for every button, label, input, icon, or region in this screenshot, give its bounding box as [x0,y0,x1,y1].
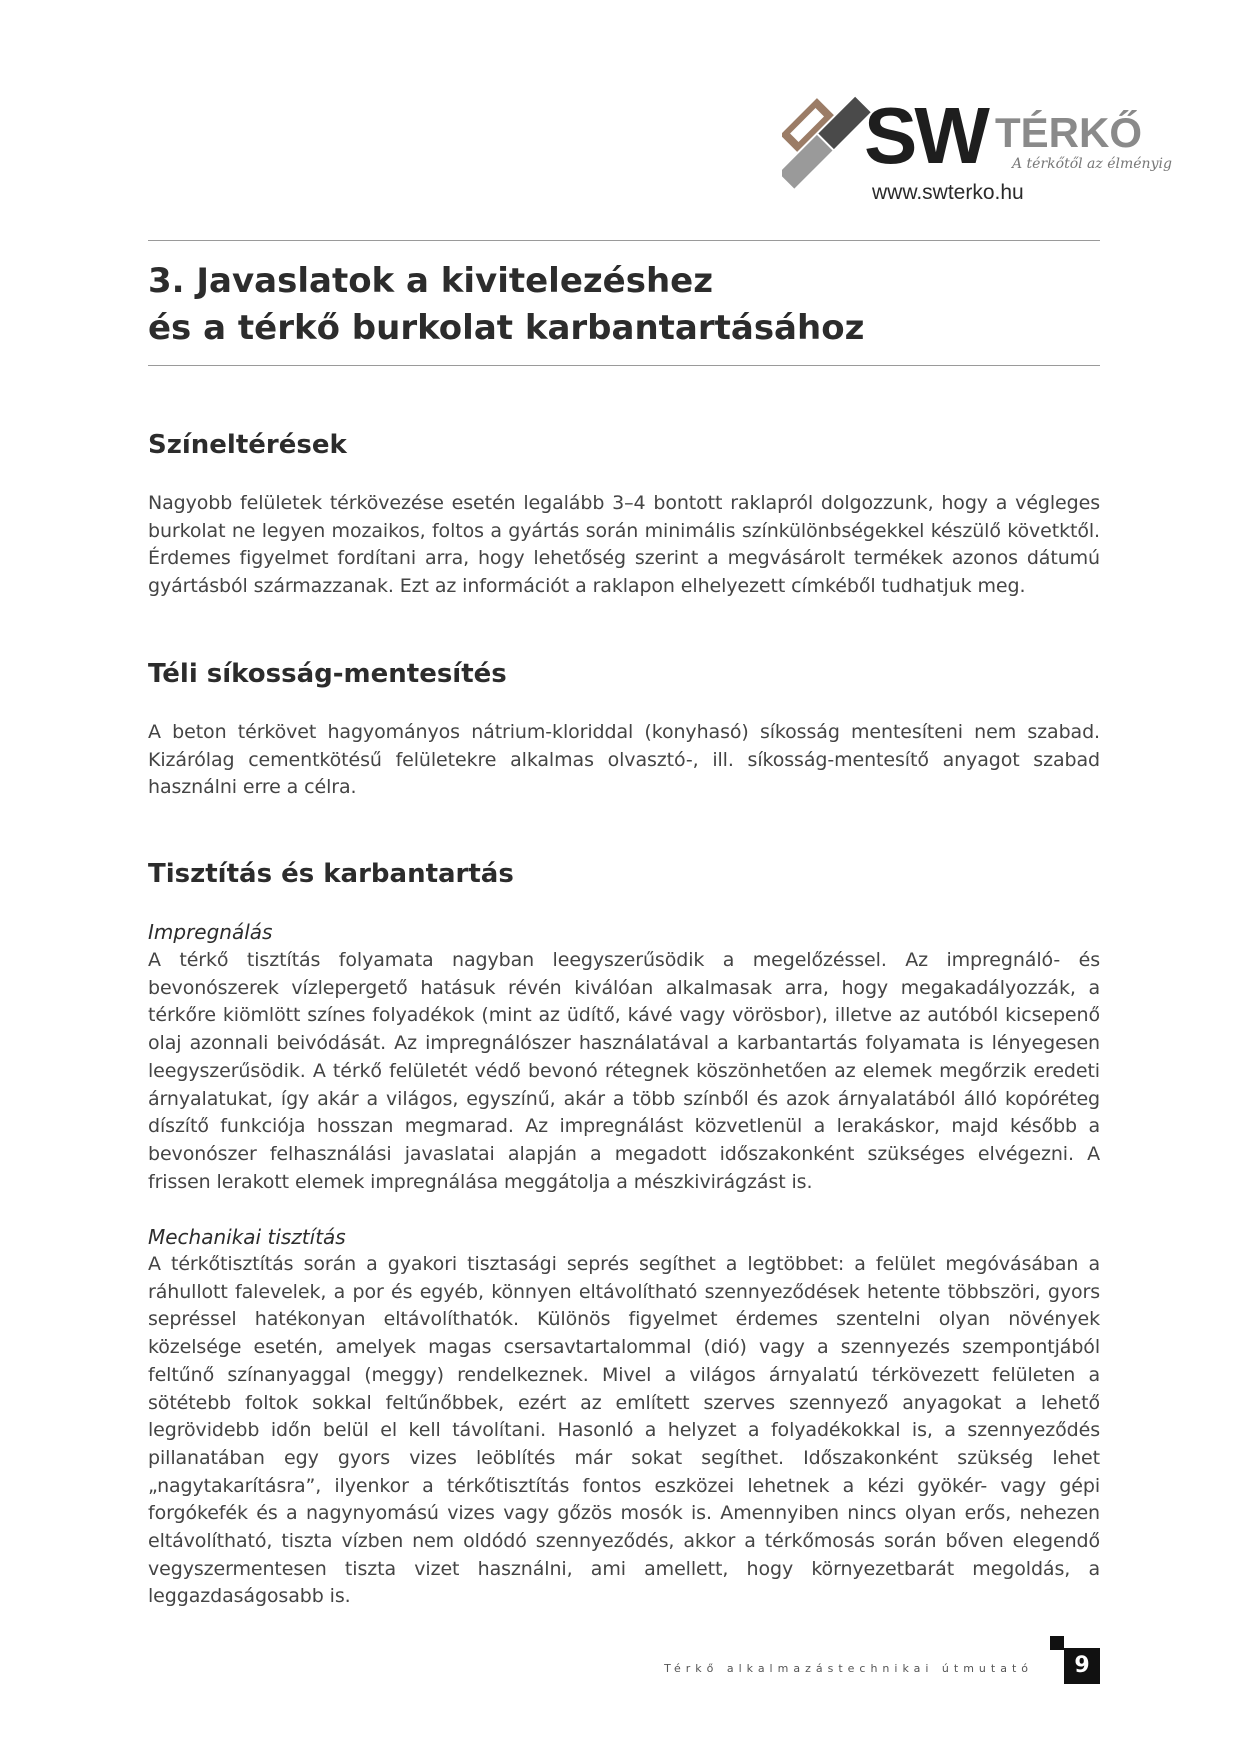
subheading-mechanical: Mechanikai tisztítás [148,1225,346,1249]
top-divider [148,240,1100,241]
section-heading-winter: Téli síkosság-mentesítés [148,659,507,689]
section-text-color: Nagyobb felületek térkövezése esetén legalább 3–4 bontott raklapról dolgozzunk, hogy a végleges burkolat ne legyen mozaikos, foltos a gyártás során minimális színkülönbségekkel készülő követktől. Érdemes figyelmet fordítani arra, hogy lehetőség szerint a megvásárolt termékek azonos dátumú gyártásból származzanak. Ezt az információt a raklapon elhelyezett címkéből tudhatjuk meg. [148,492,1100,598]
chapter-title-line-1: 3. Javaslatok a kivitelezéshez [148,261,714,301]
page-number: 9 [1064,1648,1100,1684]
logo-wordmark-terko: TÉRKŐ [995,109,1142,156]
section-heading-cleaning: Tisztítás és karbantartás [148,859,514,889]
subheading-impregnation: Impregnálás [148,920,273,944]
section-text-winter: A beton térkövet hagyományos nátrium-kloriddal (konyhasó) síkosság mentesíteni nem szabad. Kizárólag cementkötésű felületekre alkalmas olvasztó-, ill. síkosság-mentesítő anyagot szabad használni erre a célra. [148,721,1100,799]
section-heading-color: Színeltérések [148,430,347,460]
website-url[interactable]: www.swterko.hu [872,181,1024,204]
text-impregnation: A térkő tisztítás folyamata nagyban leegyszerűsödik a megelőzéssel. Az impregnáló- és bevonószerek vízlepergető hatásuk révén kiválóan alkalmasak arra, hogy megakadályozzák, a térkőre kiömlött színes folyadékok (mint az üdítő, kávé vagy vörösbor), illetve az autóból kicsepenő olaj azonnali beivódását. Az impregnálószer használatával a karbantartás folyamata is lényegesen leegyszerűsödik. A térkő felületét védő bevonó rétegnek köszönhetően az elemek megőrzik eredeti árnyalatukat, így akár a világos, egyszínű, akár a több színből és azok árnyalatából álló kopóréteg díszítő funkciója hosszan megmarad. Az impregnálást közvetlenül a lerakáskor, majd később a bevonószer felhasználási javaslatai alapján a megadott időszakonként szükséges elvégezni. A frissen lerakott elemek impregnálása meggátolja a mészkivirágzást is. [148,949,1100,1193]
logo-mark-icon [782,82,872,202]
chapter-title-line-2: és a térkő burkolat karbantartásához [148,308,865,348]
title-bottom-divider [148,365,1100,366]
logo-tagline: A térkőtől az élményig [1012,156,1172,172]
chapter-title [148,258,1100,352]
footer-document-title: Térkő alkalmazástechnikai útmutató [664,1662,1033,1675]
page-number-notch [1050,1636,1064,1650]
logo-wordmark-sw: SW [864,91,987,180]
text-mechanical: A térkőtisztítás során a gyakori tisztasági seprés segíthet a legtöbbet: a felület megóvásában a ráhullott falevelek, a por és egyéb, könnyen eltávolítható szennyeződések hetente többszöri, gyors sepréssel hatékonyan eltávolíthatók. Különös figyelmet érdemes szentelni olyan növények közelsége esetén, amelyek magas csersavtartalommal (dió) vagy a szennyezés szempontjából feltűnő színanyaggal (meggy) rendelkeznek. Mivel a világos árnyalatú térkövezett felületen a sötétebb foltok sokkal feltűnőbbek, ezért az említett szerves szennyező anyagokat a lehető legrövidebb időn belül el kell távolítani. Hasonló a helyzet a folyadékokkal is, a szennyeződés pillanatában egy gyors vizes leöblítés már sokat segíthet. Időszakonként szükség lehet „nagytakarításra”, ilyenkor a térkőtisztítás fontos eszközei lehetnek a kézi gyökér- vagy gépi forgókefék és a nagynyomású vizes vagy gőzös mosók is. Amennyiben nincs olyan erős, nehezen eltávolítható, tiszta vízben nem oldódó szennyeződés, akkor a térkőmosás során bőven elegendő vegyszermentesen tiszta vizet használni, ami amellett, hogy környezetbarát megoldás, a leggazdaságosabb is. [148,1253,1100,1608]
